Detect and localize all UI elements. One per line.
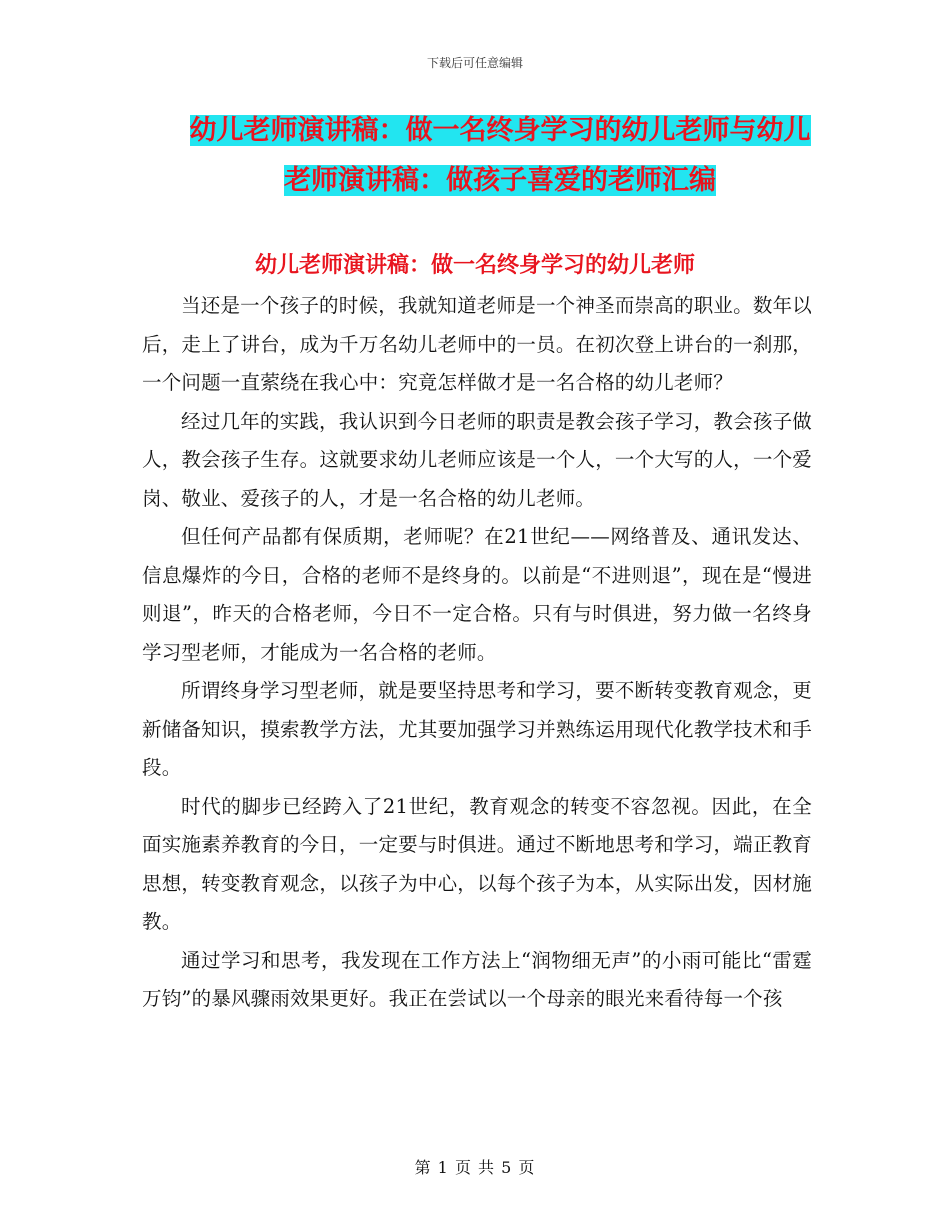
- document-title: [150, 106, 850, 206]
- body-text: [142, 287, 812, 1019]
- paragraph: 但任何产品都有保质期，老师呢？在21世纪——网络普及、通讯发达、信息爆炸的今日，合格的老师不是终身的。以前是“不进则退”，现在是“慢进则退”，昨天的合格老师，今日不一定合格。只有与时俱进，努力做一名终身学习型老师，才能成为一名合格的老师。: [142, 525, 812, 664]
- section-title: 幼儿老师演讲稿：做一名终身学习的幼儿老师: [254, 252, 695, 278]
- header-note: 下载后可任意编辑: [426, 56, 523, 70]
- document-title-line-1: 幼儿老师演讲稿：做一名终身学习的幼儿老师与幼儿: [189, 115, 811, 146]
- paragraph: 所谓终身学习型老师，就是要坚持思考和学习，要不断转变教育观念，更新储备知识，摸索教学方法，尤其要加强学习并熟练运用现代化教学技术和手段。: [142, 679, 812, 779]
- page-footer: 第 1 页 共 5 页: [414, 1158, 536, 1177]
- paragraph: 当还是一个孩子的时候，我就知道老师是一个神圣而崇高的职业。数年以后，走上了讲台，成为千万名幼儿老师中的一员。在初次登上讲台的一刹那，一个问题一直萦绕在我心中：究竟怎样做才是一名合格的幼儿老师？: [142, 294, 812, 394]
- paragraph: 时代的脚步已经跨入了21世纪，教育观念的转变不容忽视。因此，在全面实施素养教育的今日，一定要与时俱进。通过不断地思考和学习，端正教育思想，转变教育观念，以孩子为中心，以每个孩子为本，从实际出发，因材施教。: [142, 794, 812, 933]
- paragraph: 通过学习和思考，我发现在工作方法上“润物细无声”的小雨可能比“雷霆万钧”的暴风骤雨效果更好。我正在尝试以一个母亲的眼光来看待每一个孩: [142, 948, 812, 1010]
- document-title-line-2: 老师演讲稿：做孩子喜爱的老师汇编: [284, 165, 716, 196]
- paragraph: 经过几年的实践，我认识到今日老师的职责是教会孩子学习，教会孩子做人，教会孩子生存。这就要求幼儿老师应该是一个人，一个大写的人，一个爱岗、敬业、爱孩子的人，才是一名合格的幼儿老师。: [142, 409, 812, 510]
